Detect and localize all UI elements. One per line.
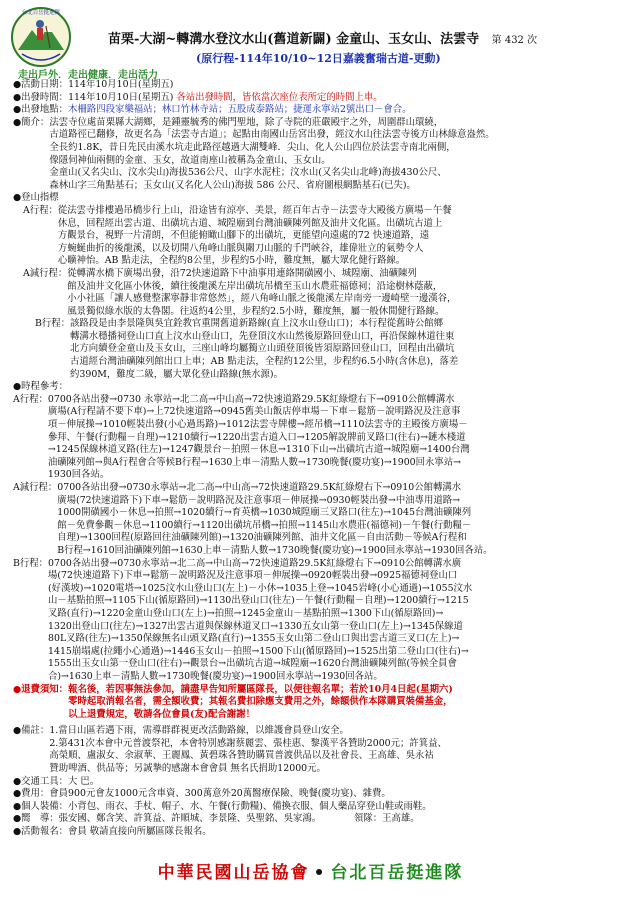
- schedule-a: A行程： 0700各站出發→0730 永寧站→北二高→中山高→72快速道路29.5K紅綠燈右下→0910公館轉溝水 廣場(A行程請不要下車)→上72快速道路→0945舊美山飯店停車場－下車－鬆筋－說明路況及注意事 項－伸展操→1010輕裝出發(小心過馬路)→1012法雲寺牌樓→經吊橋→1110法雲寺的主殿後方廣場－ 參拜、午餐(行動糧－自理)→1210續行→1220出雲古道入口→1205解說牌前叉路口(往右)→鏈木棧道 →1245保線林道叉路(往左)→1247觀景台－拍照－休息→1310下山→出磺坑古道→城隍廟→1400台灣 油礦陳列館→與A行程會合等候B行程→1630上車－清點人數→1730晚餐(慶功宴)→1900回永寧站→ 1930回各站。: [13, 393, 470, 481]
- route-b: B行程： 該路段是由李景隆與吳宜銓教官重開舊道新路線(直上汶水山登山口)；本行程從舊時公館鄉 轉溝水穩播祠登山口直上汶水山登山口，先登頂汶水山然後原路回登山口，再沿保線林道往東 北方向續登金童山及玉女山，三座山峰均屬獨立山頭登頂後皆須原路回登山口，回程由出磺坑 古道經台灣油礦陳列館出口上車；AB 點走法，全程約12公里，步程約6.5小時(含休息)，落差 約390M，難度二級，屬大眾化登山路線(無水源)。: [35, 318, 459, 380]
- route-a-reduced: A減行程： 從轉溝水橋下廣場出發，沿72快速道路下中油事用連絡開磺國小、城隍廟、油礦陳列 館及油井文化區小休後，續往後龍溪左岸出磺坑吊橋至玉山水農莊福德祠；沿途樹林蔭蔽， 小小社區「讓人感覺整潔寧靜非常悠然」，經八角峰山脈之後龍溪左岸南旁一邊崎壁一邊漢谷， 風景獨似綠水版的太魯閣。往返約4公里，步程約2.5小時，難度無，屬一般休閒健行路線。: [23, 267, 457, 317]
- intro-text: 法雲寺位處苗栗縣大湖鄉，是鍾靈毓秀的佛門聖地，除了寺院的莊嚴殿宇之外，周圍群山環繞， 古道路徑已翻修，故更名為「法雲寺古道」；起點由南國山岳宮出發，經汶水山往法雲寺後方山林綠意盎然。 全長約1.8K，昔日先民由溪水坑走此路徑越過大湖雙峰．尖山、化人公山四位於法雲寺南北兩側， 像隱伺神仙兩側的金童、玉女，故道南座山被稱為金童山、玉女山。 金童山(又名尖山、汶水尖山)海拔536公尺、山字水泥柱；汶水山(又名尖山北峰)海拔430公尺、 森林山字三角點基石；玉女山(又名化人公山)海拔 586 公尺、省府圖根網點基石(已失)。: [49, 116, 495, 191]
- club-logo: [10, 2, 72, 72]
- signup: ●活動報名：會員 敬請直接向所屬區隊長報名。: [13, 826, 212, 838]
- page-title: [108, 28, 537, 47]
- route-a: A行程： 從法雲寺排樓過吊橋步行上山，沿途皆有涼亭、美景，經百年古寺－法雲寺大殿後方廣場－午餐 休息，回程經出雲古道、出磺坑古道、城隍廟到台灣油礦陳列館及油井文化區。出磺坑古道上 方觀景台，視野一片清朗，不但能俯瞰山腳下的出磺坑，更能望向遠處的72 快速道路，遠 方蜿蜒曲折的後龍溪，以及切開八角峰山脈與關刀山脈的千門峽谷，雄偉壯立的氣勢令人 心曠神怡。AB 點走法，全程約8公里，步程約5小時，難度無，屬大眾化健行路線。: [23, 204, 452, 267]
- title-text: 苗栗-大湖~轉溝水登汶水山(舊道新闢) 金童山、玉女山、法雲寺: [108, 32, 480, 47]
- routes-heading: ●登山指標: [13, 192, 59, 204]
- issue-number: 第 432 次: [491, 35, 538, 46]
- fee: ●費用：會員900元會友1000元含車資、300萬意外20萬醫療保險、晚餐(慶功宴)、雜費。: [13, 788, 391, 800]
- schedule-b: B行程： 0700各站出發→0730永寧站→北二高→中山高→72快速道路29.5K紅綠燈右下→0910公館轉溝水廣 場(72快速道路下)下車→鬆筋－說明路況及注意事項－伸展操→0920輕裝出發→0925福德祠登山口 (好漢坡)→1020電塔→1025汶水山登山口(左上)－小休→1035上登→1045岩峰(小心通過)→1055汶水 山－基點拍照→1105下山(循原路回)→1130出登山口(往左)－午餐(行動糧－自理)→1200續行→1215 叉路(直行)→1220金童山登山口(左上)→拍照→1245金童山－基點拍照→1300下山(循原路回)→ 1320出登山口(往左)→1327出雲古道與保線林道叉口→1330五女山第一登山口(左上)→1345保線道 80L叉路(往左)→1350保線無名山頭叉路(直行)→1355玉女山第二登山口與出雲古道三叉口(左上)→ 1415崩塌處(拉繩小心通過)→1446玉女山－拍照→1500下山(循原路回)→1525出第二登山口(往右)→ 1555出玉女山第一登山口(往右)→觀景台→出磺坑古道→城隍廟→1620台灣油礦陳列館(等候全員會 合)→1630上車－清點人數→1730晚餐(慶功宴)→1900回永寧站→1930回各站。: [13, 557, 473, 682]
- logo-text: 台北百岳挺進隊: [21, 10, 61, 16]
- depart-note: 各站出發時間，皆依當次座位表所定的時間上車。: [176, 91, 383, 103]
- content: [13, 79, 613, 839]
- org-name-2: 台北百岳挺進隊: [330, 863, 464, 883]
- org-name-1: 中華民國山岳協會: [157, 863, 310, 883]
- intro-section: ●簡介： 法雲寺位處苗栗縣大湖鄉，是鍾靈毓秀的佛門聖地，除了寺院的莊嚴殿宇之外，周圍群山環繞， 古道路徑已翻修，故更名為「法雲寺古道」；起點由南國山岳宮出發，經汶水山往法雲寺後方山林綠意盎然。 全長約1.8K，昔日先民由溪水坑走此路徑越過大湖雙峰．尖山、化人公山四位於法雲寺南北兩側， 像隱伺神仙兩側的金童、玉女，故道南座山被稱為金童山、玉女山。 金童山(又名尖山、汶水尖山)海拔536公尺、山字水泥柱；汶水山(又名尖山北峰)海拔430公尺、 森林山字三角點基石；玉女山(又名化人公山)海拔 586 公尺、省府圖根網點基石(已失)。: [13, 116, 495, 191]
- place-row: ●出發地點：木柵路四段家樂福站；林口竹林寺站；五股成泰路站；捷運永寧站2號出口－會合。: [13, 104, 412, 116]
- subtitle: (原行程-114年10/10~12日嘉義奮瑞古道-更動): [196, 52, 441, 65]
- gear: ●個人裝備：小背包、雨衣、手杖、帽子、水、午餐(行動糧)、備換衣服、個人藥品穿登山鞋或雨鞋。: [13, 800, 432, 812]
- transport: ●交通工具：大 巴。: [13, 775, 100, 787]
- slogan: 走出戶外．走出健康．走出活力: [18, 70, 158, 81]
- org-separator: •: [313, 863, 327, 883]
- schedule-heading: ●時程參考：: [13, 381, 69, 393]
- date-row: ●活動日期：114年10月10日(星期五): [13, 79, 174, 90]
- org-footer: [0, 858, 621, 883]
- refund-section: ●退費須知： 報名後，若因事無法參加，請盡早告知所屬區隊長，以便往報名單；若於10月4日起(星期六) 零時起取消報名者，需全額收費；其報名費扣除應支費用之外，餘額供作本隊購買裝備基金， 以上退費規定，敬請各位會員(友)配合謝謝！: [13, 683, 453, 720]
- staff: ●嚮 導：張安國、鄭含笑、許箕益、許順城、李景隆、吳聖銘、吳家鴻。 領隊：王高雄。: [13, 813, 420, 825]
- depart-row: ●出發時間：114年10月10日(星期五) 各站出發時間，皆依當次座位表所定的時間上車。: [13, 91, 383, 103]
- notes-section: ●備註： 1.當日山區若遇下雨，需導群群視更改活動路線，以維護會員登山安全。 2.第431次本會中元普渡祭祀，本會特別感謝蔡麗雲、張桂惠、黎漢平各贊助2000元；許箕益、 高榮順、盧淑女、余淑華、王麗鳳、黃碧珠各贊助購買普渡供品以及社會長、王高雄、吳永祜 贊助啤酒、供品等；另誠摯的感謝本會會員 無名氏捐助12000元。: [13, 725, 447, 775]
- schedule-a-reduced: A減行程： 0700各站出發→0730永寧站→北二高→中山高→72快速道路29.5K紅綠燈右下→0910公館轉溝水 廣場(72快速道路下)下車→鬆筋－說明路況及注意事項－伸展操→0930輕裝出發→中油專用道路→ 1000開磺國小－休息→拍照→1020續行→育英橋→1030城隍廟三叉路口(往左)→1045台灣油礦陳列 館－免費參觀－休息→1100續行→1120出磺坑吊橋→拍照→1145山水農莊(福德祠)－午餐(行動糧－ 自理)→1300回程(原路回往油礦陳列館)→1320油礦陳列館、油井文化區－自由活動－等候A行程和 B行程→1610回油礦陳列館→1630上車－清點人數→1730晚餐(慶功宴)→1900回永寧站→1930回各站。: [13, 482, 493, 556]
